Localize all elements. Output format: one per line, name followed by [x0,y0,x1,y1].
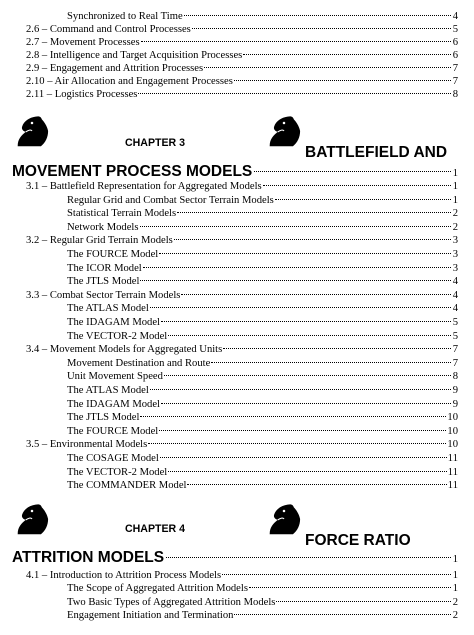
toc-entry-text: The VECTOR-2 Model [67,330,168,342]
toc-entry[interactable] [67,357,458,370]
chapter-3-heading: MOVEMENT PROCESS MODELS [12,163,253,180]
toc-entry-text: The IDAGAM Model [67,317,160,328]
toc-entry-text: Network Models [67,221,139,233]
toc-entry[interactable] [67,221,458,234]
toc-entry[interactable] [26,75,458,88]
toc-entry-page: 9 [452,398,458,410]
toc-entry-text: The VECTOR-2 Model [67,466,168,478]
toc-entry-page: 11 [447,466,458,478]
toc-entry-text: Two Basic Types of Aggregated Attrition Models [67,596,276,608]
toc-entry[interactable] [26,438,458,451]
toc-entry-page: 2 [452,221,458,233]
toc-entry-page: 4 [452,289,458,301]
toc-entry-text: 2.10 – Air Allocation and Engagement Processes [26,76,233,87]
chess-knight-icon [14,114,50,148]
chess-knight-icon [266,114,302,148]
toc-entry-page: 10 [447,425,458,437]
toc-entry[interactable] [26,62,458,75]
toc-entry[interactable] [67,398,458,411]
toc-entry[interactable] [26,289,458,302]
toc-entry-page: 3 [452,235,458,247]
toc-entry-page: 7 [452,63,458,74]
toc-entry-page: 3 [452,249,458,260]
toc-entry[interactable] [67,302,458,315]
toc-entry-page: 8 [452,371,458,383]
toc-entry-text: 3.2 – Regular Grid Terrain Models [26,235,173,247]
toc-entry-page: 4 [452,276,458,288]
toc-entry-text: 4.1 – Introduction to Attrition Process Models [26,570,222,581]
toc-entry-page: 4 [452,11,458,22]
toc-entry-text: Statistical Terrain Models [67,208,177,220]
toc-entry-page: 2 [452,208,458,220]
toc-entry[interactable] [26,23,458,36]
toc-entry-text: 2.9 – Engagement and Attrition Processes [26,63,204,74]
toc-entry-page: 3 [452,262,458,274]
toc-entry-text: Synchronized to Real Time [67,11,183,22]
toc-entry[interactable] [26,49,458,62]
toc-entry-page: 10 [447,439,458,451]
toc-entry[interactable] [67,596,458,609]
toc-entry[interactable] [67,609,458,622]
toc-entry-page: 6 [452,37,458,48]
toc-entry[interactable] [26,36,458,49]
toc-entry[interactable] [67,10,458,23]
toc-entry-text: Unit Movement Speed [67,371,163,383]
toc-entry[interactable] [67,207,458,220]
chess-knight-icon [14,502,50,536]
toc-entry-text: Regular Grid and Combat Sector Terrain Models [67,194,274,206]
toc-entry[interactable] [67,316,458,329]
toc-entry-text: Movement Destination and Route [67,357,211,369]
toc-entry-page: 8 [452,89,458,100]
chapter-3-title: BATTLEFIELD AND [305,144,448,161]
toc-entry[interactable] [67,452,458,465]
toc-entry-page: 10 [447,412,458,424]
toc-entry-page: 7 [452,344,458,356]
toc-entry-text: The ICOR Model [67,262,142,274]
toc-entry-text: 3.4 – Movement Models for Aggregated Units [26,344,223,356]
toc-entry[interactable] [67,330,458,343]
chapter-4-heading-line[interactable] [12,549,458,569]
toc-entry[interactable] [67,370,458,383]
chapter-3-label: CHAPTER 3 [125,137,186,149]
toc-entry[interactable] [67,194,458,207]
toc-entry[interactable] [67,248,458,261]
toc-entry[interactable] [67,411,458,424]
toc-entry-text: 3.3 – Combat Sector Terrain Models [26,289,181,301]
toc-entry-text: The FOURCE Model [67,425,159,437]
toc-entry-text: The FOURCE Model [67,249,159,260]
toc-entry-text: 2.6 – Command and Control Processes [26,24,191,35]
toc-entry-text: 2.7 – Movement Processes [26,37,140,48]
toc-entry-text: The JTLS Model [67,276,140,288]
toc-entry-page: 5 [452,24,458,35]
toc-entry[interactable] [26,88,458,101]
toc-entry-page: 11 [447,453,458,464]
toc-entry-page: 1 [452,583,458,595]
toc-entry-page: 1 [452,194,458,206]
toc-entry-page: 11 [447,480,458,492]
toc-entry-text: The COSAGE Model [67,453,159,464]
toc-entry[interactable] [26,569,458,582]
toc-entry-page: 9 [452,385,458,396]
toc-entry-page: 1 [452,570,458,581]
toc-entry-text: The ATLAS Model [67,303,149,315]
toc-entry-page: 1 [452,181,458,192]
toc-entry-text: 3.1 – Battlefield Representation for Aggregated Models [26,181,262,192]
chapter-4-heading: ATTRITION MODELS [12,549,165,566]
toc-entry-page: 5 [452,317,458,328]
toc-entry[interactable] [67,275,458,288]
toc-entry-text: 2.11 – Logistics Processes [26,89,138,100]
toc-entry-text: The COMMANDER Model [67,480,187,492]
toc-entry-page: 5 [452,330,458,342]
toc-entry-text: The IDAGAM Model [67,398,160,410]
toc-entry[interactable] [67,262,458,275]
chess-knight-icon [266,502,302,536]
chapter-4-label: CHAPTER 4 [125,523,186,535]
toc-entry-text: 2.8 – Intelligence and Target Acquisition Processes [26,50,243,61]
toc-entry-page: 6 [452,50,458,61]
toc-entry[interactable] [67,479,458,492]
toc-entry-page: 2 [452,609,458,621]
toc-entry-text: The ATLAS Model [67,385,149,396]
toc-entry-page: 7 [452,76,458,87]
toc-entry[interactable] [26,234,458,247]
toc-entry[interactable] [67,425,458,438]
toc-entry[interactable] [67,466,458,479]
chapter-4-title: FORCE RATIO [305,532,411,549]
toc-entry[interactable] [67,582,458,595]
toc-entry[interactable] [26,343,458,356]
chapter-4-page: 1 [452,554,458,565]
toc-entry-text: 3.5 – Environmental Models [26,439,148,451]
toc-entry-page: 7 [452,357,458,369]
toc-entry-page: 2 [452,596,458,608]
toc-entry-text: The JTLS Model [67,412,140,424]
toc-entry-page: 4 [452,303,458,315]
toc-entry-text: The Scope of Aggregated Attrition Models [67,583,248,595]
toc-entry-text: Engagement Initiation and Termination [67,609,234,621]
toc-entry[interactable] [67,384,458,397]
toc-entry[interactable] [26,180,458,193]
chapter-3-page: 1 [452,168,458,179]
